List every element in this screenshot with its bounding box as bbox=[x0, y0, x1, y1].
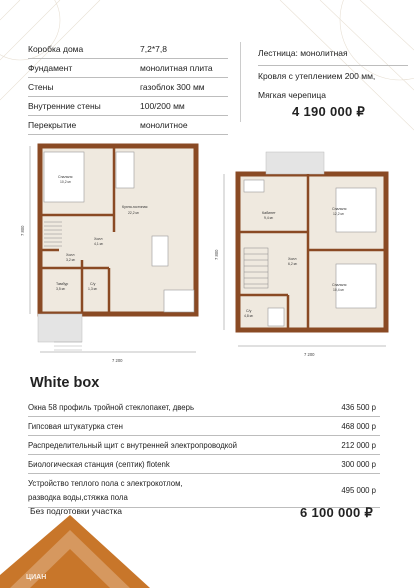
floor-plan-1 bbox=[14, 140, 214, 370]
price-top: 4 190 000 ₽ bbox=[292, 104, 366, 119]
spec-label: Фундамент bbox=[28, 63, 73, 73]
item-name: Окна 58 профиль тройной стеклопакет, дверь bbox=[28, 402, 195, 412]
plan2-hall-area: 6,2 м² bbox=[288, 262, 298, 266]
item-price: 300 000 р bbox=[341, 459, 376, 469]
plan1-kitchen-counter bbox=[164, 290, 194, 312]
plan1-steps bbox=[54, 342, 82, 350]
plan2-height-label: 7 800 bbox=[214, 249, 219, 260]
plan2-bedroom2-area: 10,4 м² bbox=[333, 288, 345, 292]
plan1-bedroom-area: 10,2 м² bbox=[60, 180, 72, 184]
corner-logo-shape bbox=[0, 505, 150, 588]
plan2-bedroom1-label: Спальня bbox=[332, 207, 347, 211]
roof-info-line2: Мягкая черепица bbox=[258, 90, 326, 100]
white-box-item bbox=[28, 474, 380, 508]
item-name-line2: разводка воды,стяжка пола bbox=[28, 492, 128, 502]
plan2-hall-label: Холл bbox=[288, 257, 297, 261]
plan1-wc-label: С/у bbox=[90, 282, 96, 286]
item-price: 468 000 р bbox=[341, 421, 376, 431]
white-box-list bbox=[28, 398, 380, 508]
price-bottom: 6 100 000 ₽ bbox=[300, 505, 374, 520]
item-price: 436 500 р bbox=[341, 402, 376, 412]
spec-row bbox=[28, 59, 228, 78]
watermark: ЦИАН bbox=[26, 574, 47, 581]
plan1-hall2-area: 3,2 м² bbox=[66, 258, 76, 262]
item-name: Гипсовая штукатурка стен bbox=[28, 421, 123, 431]
vertical-divider bbox=[240, 42, 241, 122]
floor-plan-2 bbox=[208, 140, 408, 370]
plan2-balcony bbox=[266, 152, 324, 174]
plan1-dining-table bbox=[152, 236, 168, 266]
plan1-porch bbox=[38, 314, 82, 342]
spec-value: 100/200 мм bbox=[140, 101, 185, 111]
spec-label: Стены bbox=[28, 82, 54, 92]
spec-row bbox=[28, 116, 228, 135]
stairs-info: Лестница: монолитная bbox=[258, 44, 408, 66]
plan1-sofa bbox=[116, 152, 134, 188]
spec-value: 7,2*7,8 bbox=[140, 44, 167, 54]
plan1-kitchen-label: Кухня-гостиная bbox=[122, 205, 148, 209]
plan2-study-label: Кабинет bbox=[262, 211, 276, 215]
white-box-item bbox=[28, 455, 380, 474]
white-box-title: White box bbox=[30, 375, 100, 391]
roof-info-line1: Кровля с утеплением 200 мм, bbox=[258, 71, 376, 81]
spec-row bbox=[28, 40, 228, 59]
plan1-vestibule-area: 3,5 м² bbox=[56, 287, 66, 291]
plan1-hall2-label: Холл bbox=[66, 253, 75, 257]
plan2-bedroom2-label: Спальня bbox=[332, 283, 347, 287]
spec-label: Перекрытие bbox=[28, 120, 77, 130]
plan2-desk bbox=[244, 180, 264, 192]
white-box-item bbox=[28, 398, 380, 417]
item-price: 495 000 р bbox=[341, 486, 376, 495]
plan2-bathtub bbox=[268, 308, 284, 326]
spec-row bbox=[28, 78, 228, 97]
plan2-bedroom1-area: 12,2 м² bbox=[333, 212, 345, 216]
plan2-wc-area: 4,8 м² bbox=[244, 314, 254, 318]
plan1-kitchen-area: 22,2 м² bbox=[128, 211, 140, 215]
item-price: 212 000 р bbox=[341, 440, 376, 450]
plan1-wc-area: 1,3 м² bbox=[88, 287, 98, 291]
spec-label: Внутренние стены bbox=[28, 101, 101, 111]
item-name: Биологическая станция (септик) flotenk bbox=[28, 459, 170, 469]
spec-value: монолитная плита bbox=[140, 63, 213, 73]
plan1-vestibule-label: Тамбур bbox=[56, 282, 69, 286]
specs-table bbox=[28, 40, 228, 135]
spec-value: монолитное bbox=[140, 120, 188, 130]
item-name: Распределительный щит с внутренней электропроводкой bbox=[28, 440, 237, 450]
no-plot-note: Без подготовки участка bbox=[30, 506, 122, 516]
spec-row bbox=[28, 97, 228, 116]
plan1-width-label: 7 200 bbox=[112, 358, 123, 363]
spec-value: газоблок 300 мм bbox=[140, 82, 205, 92]
plan1-hall-area: 4,1 м² bbox=[94, 242, 104, 246]
white-box-item bbox=[28, 436, 380, 455]
plan1-hall-label: Холл bbox=[94, 237, 103, 241]
spec-label: Коробка дома bbox=[28, 44, 84, 54]
item-name-line1: Устройство теплого пола с электрокотлом, bbox=[28, 478, 183, 488]
plan2-wc-label: С/у bbox=[246, 309, 252, 313]
plan1-bedroom-label: Спальня bbox=[58, 175, 73, 179]
item-name bbox=[28, 477, 183, 505]
plan2-study-area: 9,4 м² bbox=[264, 216, 274, 220]
plan1-height-label: 7 800 bbox=[20, 225, 25, 236]
white-box-item bbox=[28, 417, 380, 436]
plan2-width-label: 7 200 bbox=[304, 352, 315, 357]
right-info bbox=[258, 44, 408, 105]
